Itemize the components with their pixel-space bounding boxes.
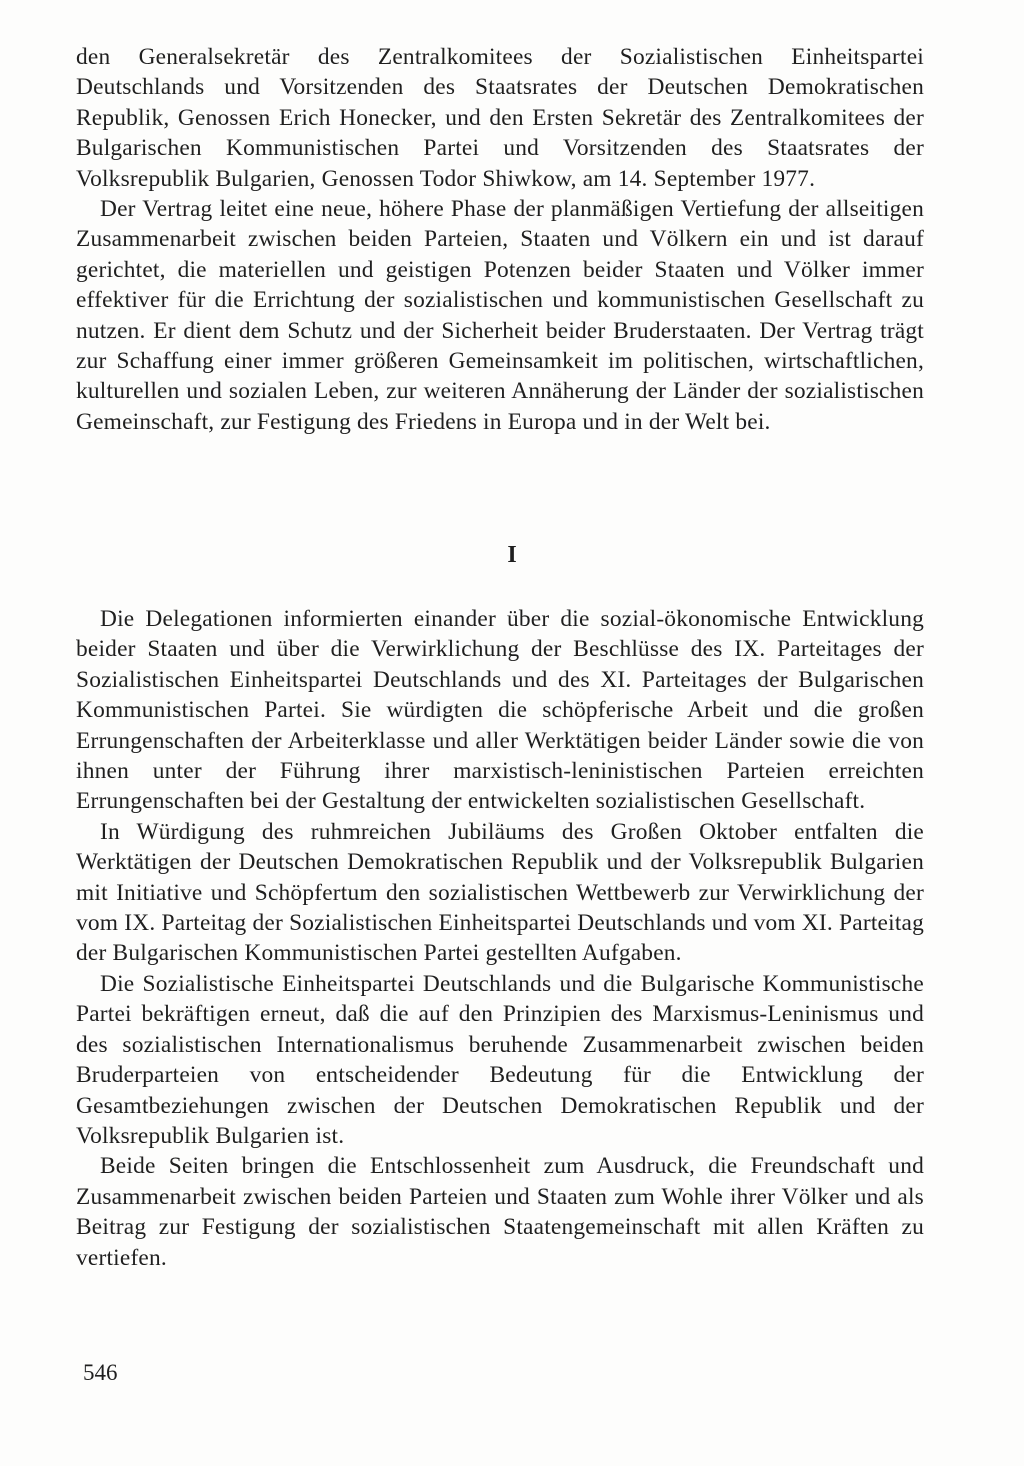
paragraph-treaty: Der Vertrag leitet eine neue, höhere Phase der planmäßigen Vertiefung der allseitigen Zusammenarbeit zwischen beiden Parteien, Staaten und Völkern ein und ist darauf gerichtet, die materiellen und geistigen Potenzen beider Staaten und Völker immer effektiver für die Errichtung der sozialistischen und kommunistischen Gesellschaft zu nutzen. Er dient dem Schutz und der Sicherheit beider Bruderstaaten. Der Vertrag trägt zur Schaffung einer immer größeren Gemeinsamkeit im politischen, wirtschaftlichen, kulturellen und sozialen Leben, zur weiteren Annäherung der Länder der sozialistischen Gemeinschaft, zur Festigung des Friedens in Europa und in der Welt bei. bbox=[76, 196, 924, 435]
continued-text-block bbox=[76, 42, 924, 437]
page-number: 546 bbox=[83, 1360, 118, 1385]
paragraph-friendship: Beide Seiten bringen die Entschlossenheit zum Ausdruck, die Freundschaft und Zusammenarbeit zwischen beiden Parteien und Staaten zum Wohle ihrer Völker und als Beitrag zur Festigung der sozialistischen Staatengemeinschaft mit allen Kräften zu vertiefen. bbox=[76, 1153, 924, 1271]
section-text-block bbox=[76, 604, 924, 1273]
paragraph-delegations: Die Delegationen informierten einander über die sozial-ökonomische Entwicklung beider Staaten und über die Verwirklichung der Beschlüsse des IX. Parteitages der Sozialistischen Einheitspartei Deutschlands und des XI. Parteitages der Bulgarischen Kommunistischen Partei. Sie würdigten die schöpferische Arbeit und die großen Errungenschaften der Arbeiterklasse und aller Werktätigen beider Länder sowie die von ihnen unter der Führung ihrer marxistisch-leninistischen Parteien erreichten Errungenschaften bei der Gestaltung der entwickelten sozialistischen Gesellschaft. bbox=[76, 606, 924, 815]
paragraph-continuation: den Generalsekretär des Zentralkomitees der Sozialistischen Einheitspartei Deutschlands und Vorsitzenden des Staatsrates der Deutschen Demokratischen Republik, Genossen Erich Honecker, und den Ersten Sekretär des Zentralkomitees der Bulgarischen Kommunistischen Partei und Vorsitzenden des Staatsrates der Volksrepublik Bulgarien, Genossen Todor Shiwkow, am 14. September 1977. bbox=[76, 44, 924, 192]
paragraph-october-jubilee: In Würdigung des ruhmreichen Jubiläums des Großen Oktober entfalten die Werktätigen der Deutschen Demokratischen Republik und der Volksrepublik Bulgarien mit Initiative und Schöpfertum den sozialistischen Wettbewerb zur Verwirklichung der vom IX. Parteitag der Sozialistischen Einheitspartei Deutschlands und vom XI. Parteitag der Bulgarischen Kommunistischen Partei gestellten Aufgaben. bbox=[76, 818, 924, 967]
paragraph-party-cooperation: Die Sozialistische Einheitspartei Deutschlands und die Bulgarische Kommunistische Partei bekräftigen erneut, daß die auf den Prinzipien des Marxismus-Leninismus und des sozialistischen Internationalismus beruhende Zusammenarbeit zwischen beiden Bruderparteien von entscheidender Bedeutung für die Entwicklung der Gesamtbeziehungen zwischen der Deutschen Demokratischen Republik und der Volksrepublik Bulgarien ist. bbox=[76, 970, 924, 1149]
section-heading: I bbox=[507, 542, 517, 568]
